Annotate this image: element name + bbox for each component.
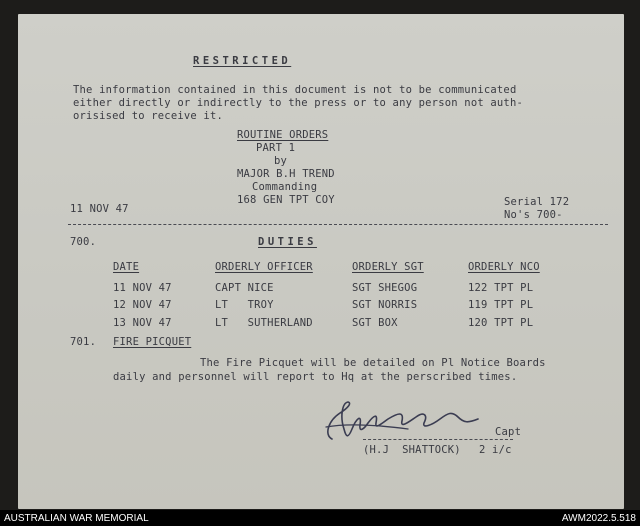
serial-number: Serial 172	[504, 196, 570, 208]
signature-rank: Capt	[495, 426, 522, 438]
signature-role: 2 i/c	[479, 444, 512, 456]
signature-name: (H.J SHATTOCK)	[363, 444, 461, 456]
col-date: DATE	[113, 261, 140, 273]
table-cell: SGT BOX	[352, 317, 398, 329]
table-cell: SGT SHEGOG	[352, 282, 418, 294]
signature-scrawl	[318, 399, 498, 449]
item-700-number: 700.	[70, 236, 97, 248]
orders-title: ROUTINE ORDERS	[237, 129, 329, 141]
col-orderly-nco: ORDERLY NCO	[468, 261, 540, 273]
table-cell: SGT NORRIS	[352, 299, 418, 311]
table-cell: 13 NOV 47	[113, 317, 172, 329]
table-cell: CAPT NICE	[215, 282, 274, 294]
document-date: 11 NOV 47	[70, 203, 129, 215]
header-divider	[68, 224, 608, 225]
table-cell: 12 NOV 47	[113, 299, 172, 311]
table-cell: 122 TPT PL	[468, 282, 534, 294]
document-page	[18, 14, 624, 509]
duties-heading: DUTIES	[258, 236, 317, 248]
table-cell: 120 TPT PL	[468, 317, 534, 329]
col-orderly-sgt: ORDERLY SGT	[352, 261, 424, 273]
table-cell: LT TROY	[215, 299, 274, 311]
archive-footer	[0, 510, 640, 526]
fire-picquet-line-1: The Fire Picquet will be detailed on Pl Notice Boards	[200, 357, 546, 369]
item-701-number: 701.	[70, 336, 97, 348]
notice-line-2: either directly or indirectly to the press or to any person not auth-	[73, 97, 523, 109]
footer-accession-number: AWM2022.5.518	[561, 513, 636, 524]
col-orderly-officer: ORDERLY OFFICER	[215, 261, 313, 273]
serial-range: No's 700-	[504, 209, 563, 221]
table-cell: LT SUTHERLAND	[215, 317, 313, 329]
classification-heading: RESTRICTED	[193, 55, 292, 67]
table-cell: 119 TPT PL	[468, 299, 534, 311]
orders-author: MAJOR B.H TREND	[237, 168, 335, 180]
orders-unit: 168 GEN TPT COY	[237, 194, 335, 206]
notice-line-3: orisised to receive it.	[73, 110, 223, 122]
fire-picquet-line-2: daily and personnel will report to Hq at the perscribed times.	[113, 371, 518, 383]
table-cell: 11 NOV 47	[113, 282, 172, 294]
orders-by: by	[274, 155, 288, 167]
notice-line-1: The information contained in this document is not to be communicated	[73, 84, 517, 96]
fire-picquet-heading: FIRE PICQUET	[113, 336, 192, 348]
orders-part: PART 1	[256, 142, 296, 154]
signature-line	[363, 439, 513, 440]
orders-commanding: Commanding	[252, 181, 318, 193]
footer-institution: AUSTRALIAN WAR MEMORIAL	[4, 513, 149, 524]
